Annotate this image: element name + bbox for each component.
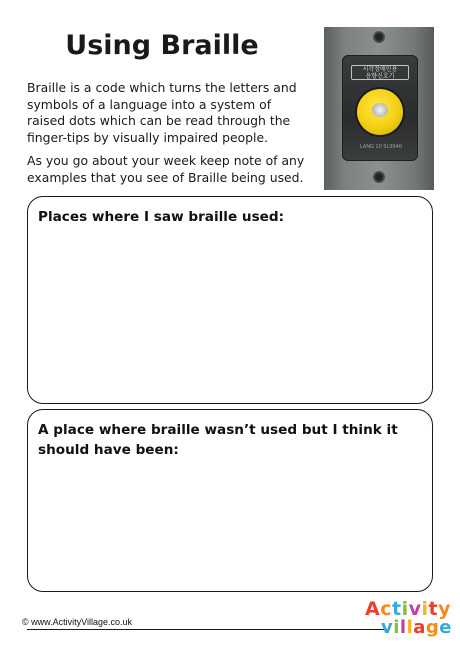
screw-icon: [373, 171, 385, 183]
logo-line-2: [381, 617, 452, 638]
plate-label-line-2: 음향신호기: [365, 72, 395, 80]
intro-paragraph-2: As you go about your week keep note of any examples that you see of Braille being used.: [27, 153, 305, 185]
yellow-push-button: [357, 89, 403, 135]
logo-letter: l: [399, 617, 407, 638]
logo-letter: g: [425, 617, 440, 638]
logo-letter: i: [393, 617, 400, 638]
footer-divider: [27, 629, 387, 630]
logo-letter: l: [406, 617, 414, 638]
place-missing-box[interactable]: [27, 409, 433, 592]
signal-button-plate: [342, 55, 418, 161]
places-seen-heading: Places where I saw braille used:: [38, 209, 285, 225]
button-center: [372, 103, 388, 117]
logo-letter: t: [391, 598, 402, 620]
logo-letter: i: [421, 598, 429, 620]
places-seen-box[interactable]: [27, 196, 433, 404]
plate-label-line-1: 시각장애인용: [362, 66, 398, 73]
copyright-text: © www.ActivityVillage.co.uk: [22, 617, 136, 627]
braille-button-photo: [324, 27, 434, 190]
place-missing-heading: A place where braille wasn’t used but I think it should have been:: [38, 422, 398, 458]
logo-letter: t: [428, 598, 439, 620]
logo-letter: v: [381, 617, 394, 638]
logo-letter: A: [365, 598, 381, 620]
logo-letter: e: [439, 617, 453, 638]
logo-letter: a: [413, 617, 426, 638]
logo-letter: i: [401, 598, 409, 620]
intro-paragraph-1: Braille is a code which turns the letters and symbols of a language into a system of raised dots which can be read through the finger-tips by visually impaired people.: [27, 80, 297, 145]
logo-letter: v: [408, 598, 422, 620]
logo-letter: y: [438, 598, 451, 620]
page-title: Using Braille: [65, 30, 259, 61]
plate-foot-text: LANG 10 SL9940: [359, 144, 403, 150]
plate-label: [351, 65, 409, 80]
logo-letter: c: [380, 598, 392, 620]
screw-icon: [373, 31, 385, 43]
activity-village-logo: [365, 598, 453, 642]
